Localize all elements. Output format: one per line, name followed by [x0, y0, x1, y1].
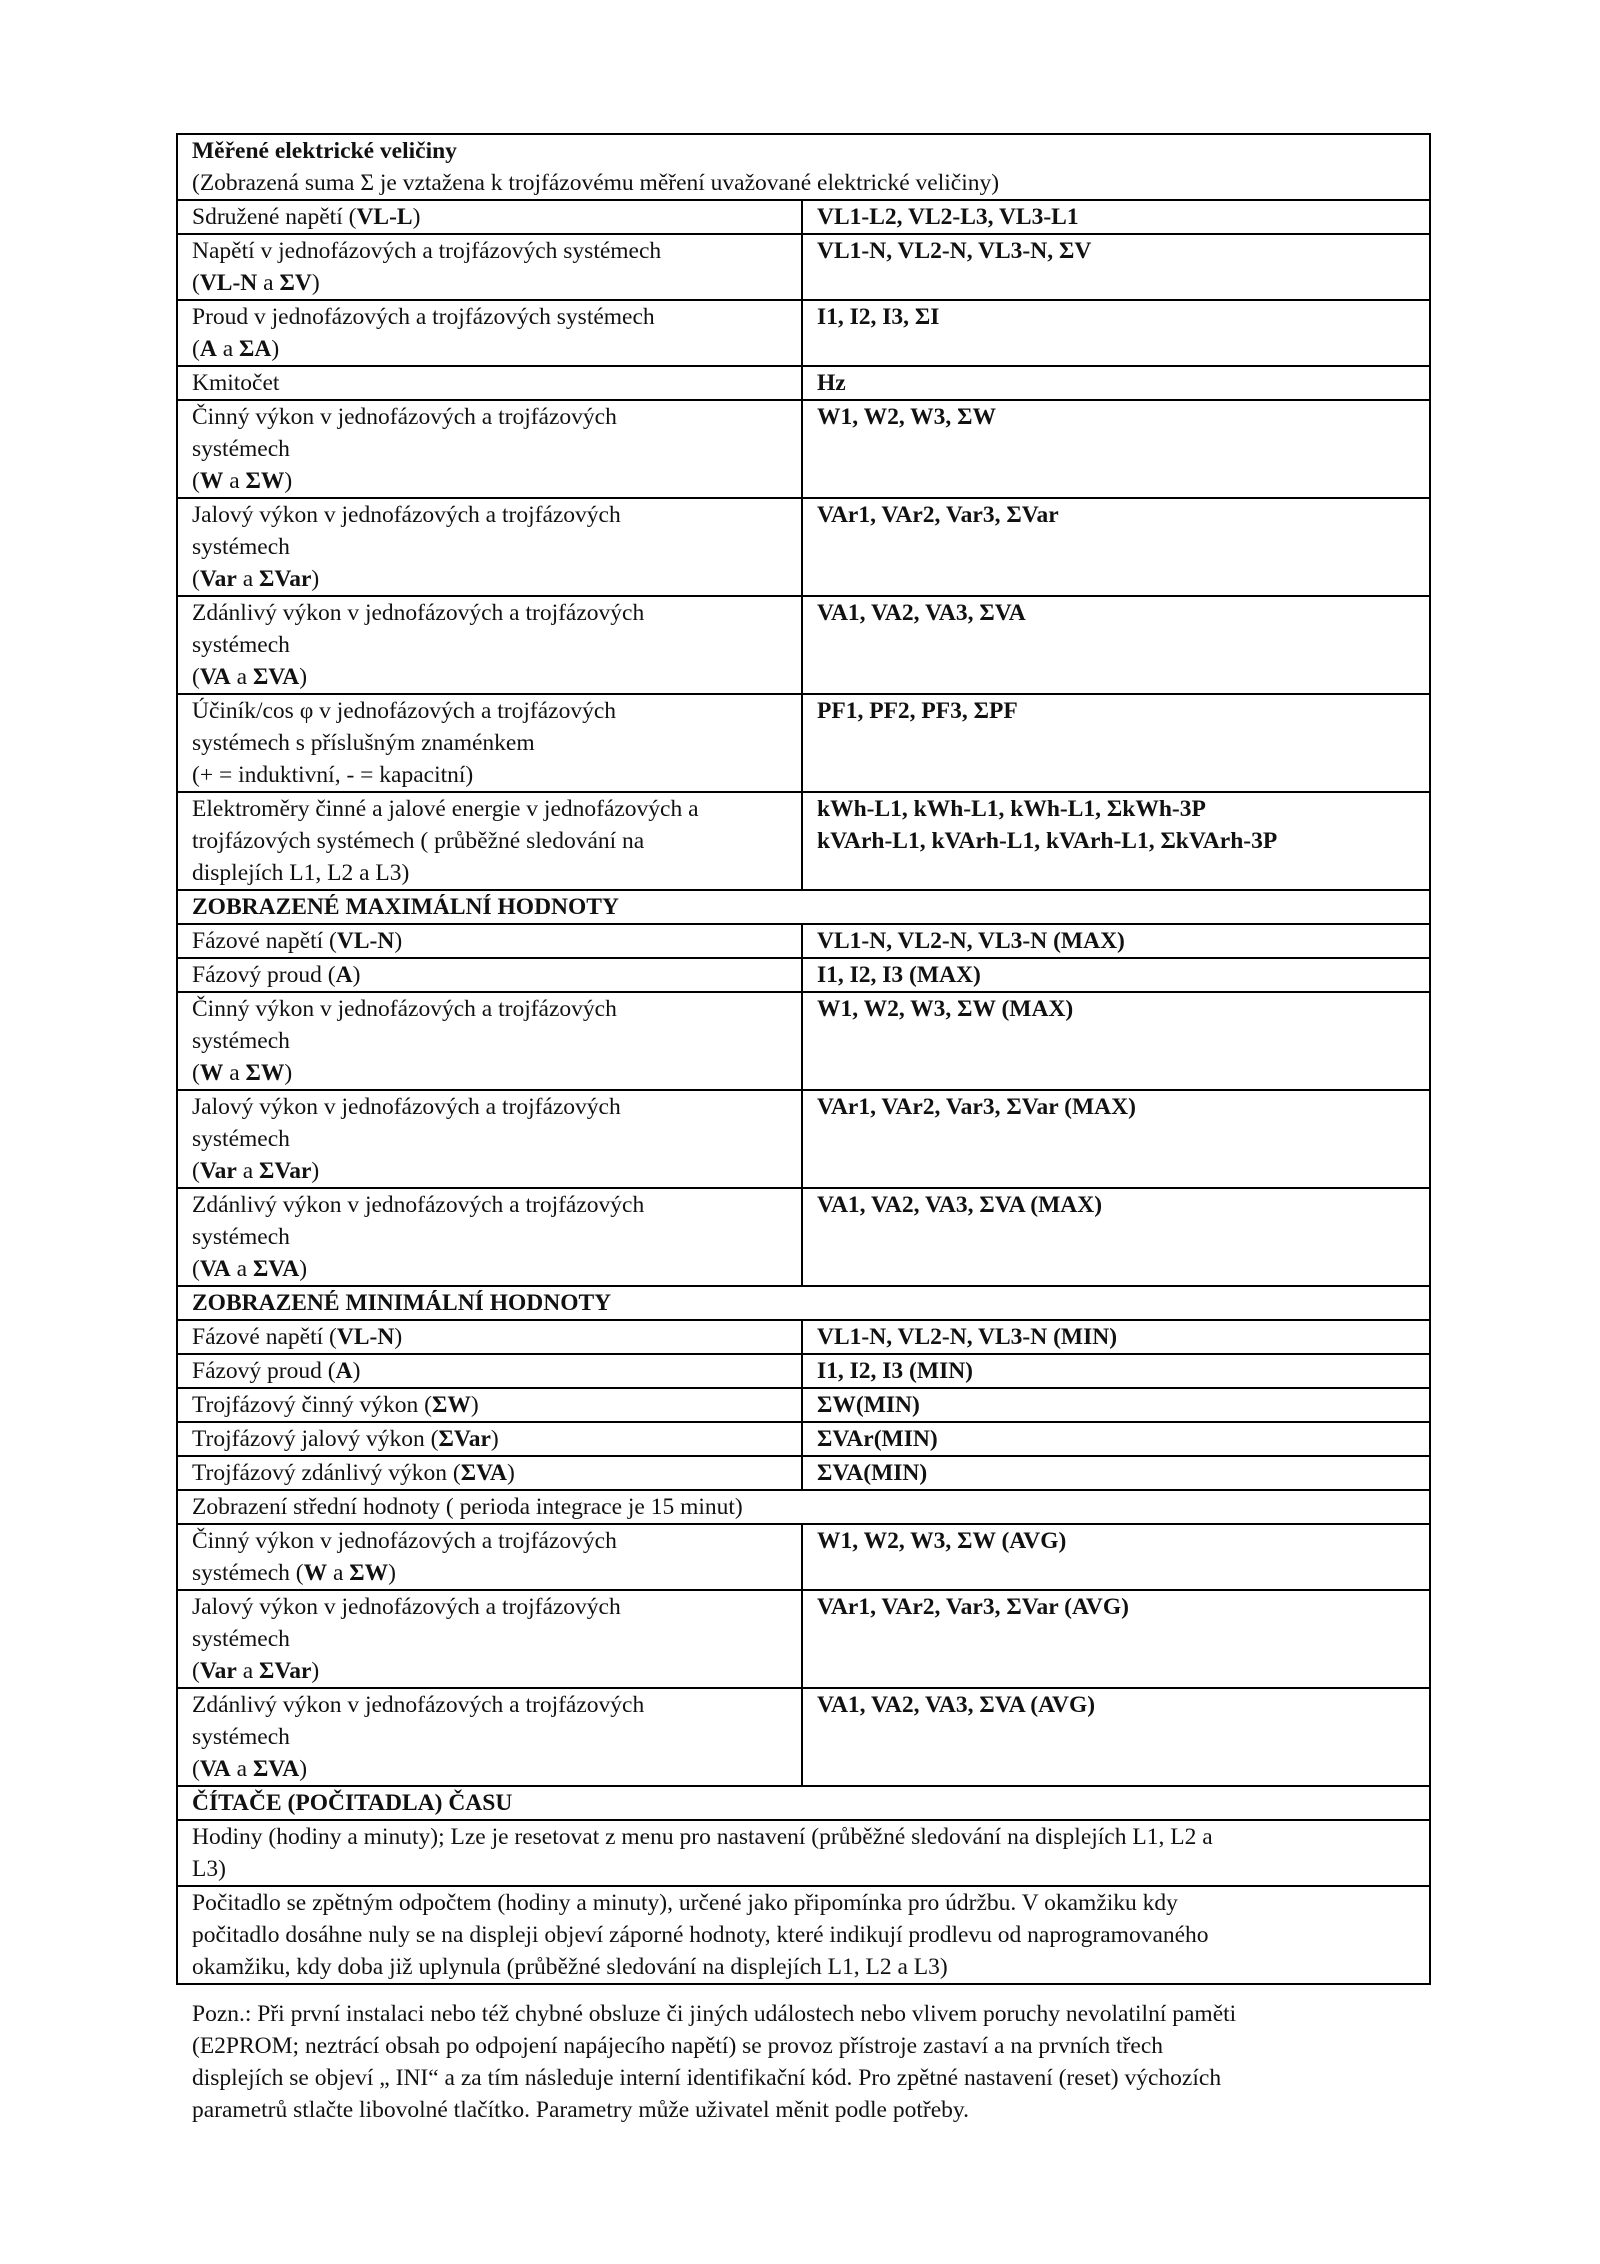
row-value: ΣW(MIN)	[817, 1392, 920, 1418]
row-label-text: Činný výkon v jednofázových a trojfázových	[192, 996, 617, 1022]
row-label-symbol: VL-N	[336, 928, 395, 954]
row-label-text: systémech (	[192, 1560, 304, 1586]
row-label-symbol: ΣVA	[252, 1256, 300, 1282]
table-row	[177, 924, 1430, 958]
table-row	[177, 992, 1430, 1090]
row-label-line	[192, 333, 791, 365]
table-row	[177, 1524, 1430, 1590]
counter-text-line: Hodiny (hodiny a minuty); Lze je resetovat z menu pro nastavení (průběžné sledování na displejích L1, L2 a	[192, 1824, 1213, 1850]
row-label-text: systémech	[192, 1224, 290, 1250]
row-label-symbol: W	[199, 1060, 224, 1086]
row-label-symbol: ΣW	[245, 468, 285, 494]
row-value-cell	[802, 924, 1430, 958]
row-value-cell	[802, 992, 1430, 1090]
table-heading-cell	[177, 134, 1430, 200]
row-label-text: Zdánlivý výkon v jednofázových a trojfázových	[192, 1692, 645, 1718]
row-label-symbol: VL-L	[356, 204, 413, 230]
row-value-cell	[802, 1456, 1430, 1490]
row-label-symbol: VA	[199, 1756, 231, 1782]
counter-text-line: počitadlo dosáhne nuly se na displeji objeví záporné hodnoty, které indikují prodlevu od naprogramovaného	[192, 1922, 1209, 1948]
row-label-cell	[177, 1590, 802, 1688]
row-label-text: Elektroměry činné a jalové energie v jednofázových a	[192, 796, 699, 822]
table-row	[177, 694, 1430, 792]
row-value: VA1, VA2, VA3, ΣVA	[817, 600, 1026, 626]
row-value: VL1-N, VL2-N, VL3-N (MAX)	[817, 928, 1125, 954]
row-label-text: Napětí v jednofázových a trojfázových systémech	[192, 238, 662, 264]
row-label-cell	[177, 1388, 802, 1422]
row-value-cell	[802, 694, 1430, 792]
row-label-line	[192, 661, 791, 693]
counter-text-line: okamžiku, kdy doba již uplynula (průběžné sledování na displejích L1, L2 a L3)	[192, 1954, 948, 1980]
row-label-line	[192, 1557, 791, 1589]
footnote-line: parametrů stlačte libovolné tlačítko. Parametry může uživatel měnit podle potřeby.	[192, 2097, 969, 2123]
row-label-text: )	[490, 1426, 499, 1452]
row-label-line	[192, 1091, 791, 1123]
row-label-line	[192, 629, 791, 661]
row-value-cell	[802, 1354, 1430, 1388]
row-label-text: a	[223, 1060, 246, 1086]
row-label-text: Fázové napětí (	[192, 1324, 337, 1350]
row-value-cell	[802, 366, 1430, 400]
row-label-text: Jalový výkon v jednofázových a trojfázových	[192, 1094, 621, 1120]
row-label-text: systémech	[192, 436, 290, 462]
table-row	[177, 958, 1430, 992]
row-label-line	[192, 1591, 791, 1623]
row-label-line	[192, 201, 791, 233]
row-value: I1, I2, I3, ΣI	[817, 304, 940, 330]
row-label-text: (	[192, 1060, 200, 1086]
row-value: VA1, VA2, VA3, ΣVA (MAX)	[817, 1192, 1103, 1218]
row-value-cell	[802, 1688, 1430, 1786]
row-label-text: displejích L1, L2 a L3)	[192, 860, 410, 886]
row-label-symbol: Var	[199, 1158, 237, 1184]
row-label-text: (	[192, 1658, 200, 1684]
row-label-cell	[177, 596, 802, 694]
row-value-cell	[802, 1388, 1430, 1422]
row-value: VAr1, VAr2, Var3, ΣVar	[817, 502, 1059, 528]
row-value-cell	[802, 234, 1430, 300]
row-label-symbol: Var	[199, 1658, 237, 1684]
row-label-cell	[177, 1524, 802, 1590]
row-label-text: Fázové napětí (	[192, 928, 337, 954]
row-label-line	[192, 1057, 791, 1089]
row-label-text: systémech	[192, 1724, 290, 1750]
row-label-line	[192, 1525, 791, 1557]
row-label-symbol: W	[303, 1560, 328, 1586]
row-label-line	[192, 695, 791, 727]
row-label-line	[192, 1423, 791, 1455]
row-label-cell	[177, 498, 802, 596]
row-label-line	[192, 1155, 791, 1187]
section-header-min: ZOBRAZENÉ MINIMÁLNÍ HODNOTY	[177, 1286, 1430, 1320]
row-label-line	[192, 433, 791, 465]
table-row	[177, 596, 1430, 694]
row-label-cell	[177, 694, 802, 792]
row-label-text: a	[327, 1560, 350, 1586]
row-value-cell	[802, 1422, 1430, 1456]
row-label-text: a	[230, 1256, 253, 1282]
row-value: W1, W2, W3, ΣW (AVG)	[817, 1528, 1067, 1554]
row-label-text: )	[388, 1560, 396, 1586]
row-label-text: Účiník/cos φ v jednofázových a trojfázových	[192, 698, 617, 724]
row-label-symbol: ΣVA	[252, 1756, 300, 1782]
row-label-text: (+ = induktivní, - = kapacitní)	[192, 762, 474, 788]
row-label-line	[192, 1753, 791, 1785]
row-label-text: Jalový výkon v jednofázových a trojfázových	[192, 502, 621, 528]
row-label-line	[192, 1253, 791, 1285]
row-label-symbol: VL-N	[336, 1324, 395, 1350]
row-label-line	[192, 235, 791, 267]
table-row	[177, 300, 1430, 366]
row-label-cell	[177, 400, 802, 498]
row-value-cell	[802, 200, 1430, 234]
table-heading-row	[177, 134, 1430, 200]
counter-cell	[177, 1820, 1430, 1886]
row-label-text: (	[192, 1756, 200, 1782]
row-label-line	[192, 401, 791, 433]
row-label-text: Trojfázový zdánlivý výkon (	[192, 1460, 461, 1486]
row-value: VL1-L2, VL2-L3, VL3-L1	[817, 204, 1079, 230]
row-label-symbol: ΣA	[239, 336, 272, 362]
row-label-text: )	[311, 1158, 320, 1184]
row-label-text: Jalový výkon v jednofázových a trojfázových	[192, 1594, 621, 1620]
row-label-cell	[177, 924, 802, 958]
row-label-text: (	[192, 468, 200, 494]
row-value: VL1-N, VL2-N, VL3-N, ΣV	[817, 238, 1092, 264]
row-label-text: Činný výkon v jednofázových a trojfázových	[192, 404, 617, 430]
row-label-symbol: ΣVar	[438, 1426, 491, 1452]
row-label-cell	[177, 1688, 802, 1786]
row-label-text: )	[284, 1060, 293, 1086]
row-label-line	[192, 465, 791, 497]
row-label-line	[192, 959, 791, 991]
row-label-cell	[177, 958, 802, 992]
row-value-cell	[802, 300, 1430, 366]
row-label-cell	[177, 792, 802, 890]
row-label-symbol: ΣVA	[460, 1460, 507, 1486]
row-label-text: a	[236, 1158, 260, 1184]
section-header-counters: ČÍTAČE (POČITADLA) ČASU	[177, 1786, 1430, 1820]
row-label-symbol: ΣVar	[259, 1658, 312, 1684]
row-value: ΣVA(MIN)	[817, 1460, 928, 1486]
row-label-cell	[177, 992, 802, 1090]
footnote	[192, 1998, 1432, 2126]
row-label-text: )	[352, 962, 361, 988]
row-value: Hz	[817, 370, 846, 396]
table-row	[177, 1090, 1430, 1188]
row-label-text: (	[192, 1256, 200, 1282]
row-label-line	[192, 1221, 791, 1253]
row-label-text: Činný výkon v jednofázových a trojfázových	[192, 1528, 617, 1554]
row-label-text: systémech	[192, 1126, 290, 1152]
row-value: PF1, PF2, PF3, ΣPF	[817, 698, 1018, 724]
row-label-text: systémech	[192, 632, 290, 658]
footnote-line: displejích se objeví „ INI“ a za tím následuje interní identifikační kód. Pro zpětné nastavení (reset) výchozích	[192, 2065, 1222, 2091]
row-label-text: (	[192, 566, 200, 592]
row-label-symbol: VL-N	[199, 270, 258, 296]
row-label-text: systémech	[192, 1028, 290, 1054]
row-label-symbol: ΣVar	[259, 1158, 312, 1184]
row-label-text: Zdánlivý výkon v jednofázových a trojfázových	[192, 1192, 645, 1218]
row-label-text: Sdružené napětí (	[192, 204, 357, 230]
row-value-cell	[802, 1188, 1430, 1286]
row-label-line	[192, 1655, 791, 1687]
row-label-symbol: ΣW	[349, 1560, 389, 1586]
table-row	[177, 1590, 1430, 1688]
row-label-cell	[177, 1456, 802, 1490]
row-label-symbol: ΣVar	[259, 566, 312, 592]
row-value-cell	[802, 958, 1430, 992]
row-label-symbol: ΣV	[279, 270, 312, 296]
row-label-cell	[177, 234, 802, 300]
row-label-text: )	[311, 566, 320, 592]
row-label-text: (	[192, 336, 200, 362]
row-value: W1, W2, W3, ΣW	[817, 404, 997, 430]
row-label-text: a	[216, 336, 239, 362]
row-label-symbol: A	[335, 1358, 353, 1384]
row-value: VAr1, VAr2, Var3, ΣVar (MAX)	[817, 1094, 1136, 1120]
row-label-cell	[177, 1422, 802, 1456]
row-label-line	[192, 1025, 791, 1057]
row-label-cell	[177, 1354, 802, 1388]
row-label-line	[192, 1321, 791, 1353]
row-value-cell	[802, 596, 1430, 694]
row-label-text: Trojfázový činný výkon (	[192, 1392, 432, 1418]
row-label-text: systémech	[192, 1626, 290, 1652]
row-label-line	[192, 1721, 791, 1753]
row-label-text: )	[299, 1756, 308, 1782]
row-label-line	[192, 1123, 791, 1155]
row-label-symbol: W	[199, 468, 224, 494]
counter-row	[177, 1886, 1430, 1984]
row-label-line	[192, 499, 791, 531]
row-label-text: )	[271, 336, 280, 362]
table-row	[177, 1456, 1430, 1490]
row-label-text: a	[236, 1658, 260, 1684]
counter-text-line: L3)	[192, 1856, 226, 1882]
row-label-text: a	[236, 566, 260, 592]
row-label-cell	[177, 1188, 802, 1286]
row-value: VL1-N, VL2-N, VL3-N (MIN)	[817, 1324, 1118, 1350]
row-label-line	[192, 825, 791, 857]
row-label-line	[192, 857, 791, 889]
row-label-symbol: ΣW	[431, 1392, 471, 1418]
row-value-cell	[802, 792, 1430, 890]
section-header-max: ZOBRAZENÉ MAXIMÁLNÍ HODNOTY	[177, 890, 1430, 924]
row-label-text: )	[299, 1256, 308, 1282]
row-label-text: Fázový proud (	[192, 962, 336, 988]
row-value: VAr1, VAr2, Var3, ΣVar (AVG)	[817, 1594, 1129, 1620]
row-value-cell	[802, 1320, 1430, 1354]
table-row	[177, 366, 1430, 400]
row-value: VA1, VA2, VA3, ΣVA (AVG)	[817, 1692, 1096, 1718]
section-header-counters-row	[177, 1786, 1430, 1820]
row-value: kVArh-L1, kVArh-L1, kVArh-L1, ΣkVArh-3P	[817, 828, 1278, 854]
footnote-line: Pozn.: Při první instalaci nebo též chybné obsluze či jiných událostech nebo vlivem poruchy nevolatilní paměti	[192, 2001, 1237, 2027]
table-row	[177, 1354, 1430, 1388]
row-label-symbol: A	[335, 962, 353, 988]
row-label-symbol: A	[199, 336, 217, 362]
row-value-cell	[802, 1524, 1430, 1590]
row-value: I1, I2, I3 (MAX)	[817, 962, 981, 988]
table-row	[177, 234, 1430, 300]
row-label-text: a	[223, 468, 246, 494]
row-label-cell	[177, 1090, 802, 1188]
row-label-text: )	[394, 928, 403, 954]
row-value: ΣVAr(MIN)	[817, 1426, 938, 1452]
row-label-line	[192, 1189, 791, 1221]
row-label-line	[192, 367, 791, 399]
row-label-cell	[177, 1320, 802, 1354]
counter-row	[177, 1820, 1430, 1886]
counter-cell	[177, 1886, 1430, 1984]
measurement-table	[176, 133, 1431, 1985]
row-label-text: )	[412, 204, 421, 230]
table-subtitle: (Zobrazená suma Σ je vztažena k trojfázovému měření uvažované elektrické veličiny)	[192, 170, 1000, 196]
measurement-table-body	[177, 134, 1430, 1984]
row-label-cell	[177, 200, 802, 234]
row-label-text: Fázový proud (	[192, 1358, 336, 1384]
row-label-symbol: ΣW	[245, 1060, 285, 1086]
row-label-symbol: VA	[199, 664, 231, 690]
row-value-cell	[802, 1090, 1430, 1188]
row-label-cell	[177, 300, 802, 366]
row-label-text: )	[311, 270, 320, 296]
row-label-line	[192, 727, 791, 759]
row-label-text: (	[192, 664, 200, 690]
table-row	[177, 200, 1430, 234]
row-label-text: a	[230, 1756, 253, 1782]
row-label-line	[192, 925, 791, 957]
table-row	[177, 1422, 1430, 1456]
table-row	[177, 1188, 1430, 1286]
row-value: kWh-L1, kWh-L1, kWh-L1, ΣkWh-3P	[817, 796, 1206, 822]
row-label-text: a	[257, 270, 280, 296]
row-label-symbol: VA	[199, 1256, 231, 1282]
section-header-max-row	[177, 890, 1430, 924]
row-label-text: )	[311, 1658, 320, 1684]
row-label-text: )	[284, 468, 293, 494]
row-value-cell	[802, 498, 1430, 596]
row-label-text: )	[506, 1460, 515, 1486]
row-label-line	[192, 793, 791, 825]
row-label-text: (	[192, 1158, 200, 1184]
footnote-line: (E2PROM; neztrácí obsah po odpojení napájecího napětí) se provoz přístroje zastaví a na prvních třech	[192, 2033, 1164, 2059]
section-header-min-row	[177, 1286, 1430, 1320]
row-value-cell	[802, 400, 1430, 498]
row-label-line	[192, 759, 791, 791]
row-label-text: )	[352, 1358, 361, 1384]
row-label-text: Kmitočet	[192, 370, 280, 396]
row-label-text: Proud v jednofázových a trojfázových systémech	[192, 304, 655, 330]
row-value-cell	[802, 1590, 1430, 1688]
row-label-text: systémech	[192, 534, 290, 560]
row-label-text: )	[394, 1324, 403, 1350]
row-label-line	[192, 993, 791, 1025]
row-value: I1, I2, I3 (MIN)	[817, 1358, 974, 1384]
table-title: Měřené elektrické veličiny	[192, 138, 457, 164]
table-row	[177, 498, 1430, 596]
row-label-symbol: Var	[199, 566, 237, 592]
row-label-line	[192, 1689, 791, 1721]
table-row	[177, 1388, 1430, 1422]
row-value: W1, W2, W3, ΣW (MAX)	[817, 996, 1074, 1022]
row-label-line	[192, 267, 791, 299]
section-header-avg: Zobrazení střední hodnoty ( perioda integrace je 15 minut)	[177, 1490, 1430, 1524]
row-label-text: )	[299, 664, 308, 690]
row-label-text: trojfázových systémech ( průběžné sledování na	[192, 828, 645, 854]
row-label-line	[192, 597, 791, 629]
row-label-text: systémech s příslušným znaménkem	[192, 730, 535, 756]
section-header-avg-row	[177, 1490, 1430, 1524]
table-row	[177, 1688, 1430, 1786]
row-label-cell	[177, 366, 802, 400]
row-label-symbol: ΣVA	[252, 664, 300, 690]
row-label-line	[192, 531, 791, 563]
row-label-line	[192, 563, 791, 595]
row-label-line	[192, 1389, 791, 1421]
row-label-text: Trojfázový jalový výkon (	[192, 1426, 439, 1452]
counter-text-line: Počitadlo se zpětným odpočtem (hodiny a minuty), určené jako připomínka pro údržbu. V okamžiku kdy	[192, 1890, 1178, 1916]
table-row	[177, 1320, 1430, 1354]
row-label-line	[192, 1457, 791, 1489]
row-label-text: a	[230, 664, 253, 690]
row-label-text: (	[192, 270, 200, 296]
row-label-line	[192, 1623, 791, 1655]
row-label-text: )	[470, 1392, 479, 1418]
row-label-line	[192, 1355, 791, 1387]
row-label-line	[192, 301, 791, 333]
table-row	[177, 792, 1430, 890]
row-label-text: Zdánlivý výkon v jednofázových a trojfázových	[192, 600, 645, 626]
table-row	[177, 400, 1430, 498]
